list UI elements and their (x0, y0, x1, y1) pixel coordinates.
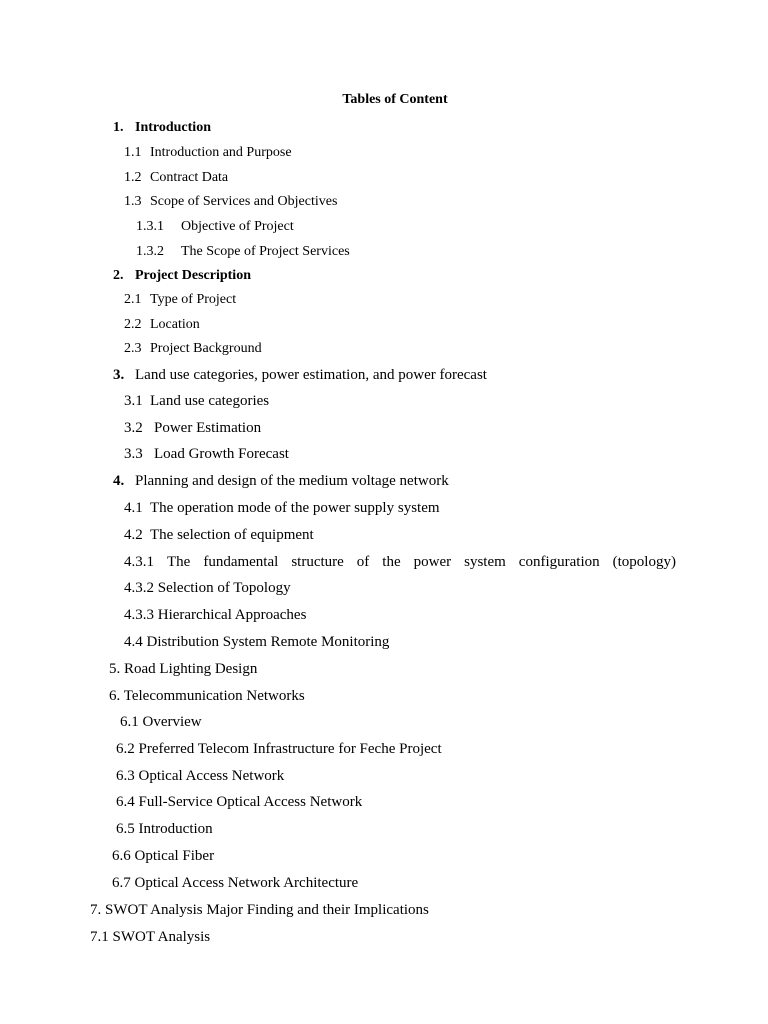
toc-number: 1.1 (124, 145, 142, 160)
toc-label: Load Growth Forecast (154, 446, 289, 462)
toc-word: fundamental (203, 554, 279, 570)
toc-entry-4-4[interactable]: 4.4 Distribution System Remote Monitoring (124, 634, 390, 650)
toc-entry-7[interactable]: 7. SWOT Analysis Major Finding and their Implications (90, 902, 429, 918)
toc-entry-2-2[interactable] (124, 318, 200, 332)
toc-label: Type of Project (150, 292, 237, 307)
toc-entry-3-1[interactable] (124, 394, 269, 409)
toc-number: 3. (113, 367, 125, 383)
toc-entry-2-3[interactable] (124, 342, 262, 356)
toc-entry-6-1[interactable]: 6.1 Overview (120, 714, 202, 730)
toc-number: 4.3.1 (124, 554, 154, 570)
toc-entry-6-4[interactable]: 6.4 Full-Service Optical Access Network (116, 794, 363, 810)
toc-number: 3.2 (124, 420, 143, 436)
toc-label: Introduction (135, 120, 211, 135)
page-title: Tables of Content (342, 92, 448, 107)
toc-number: 2. (113, 268, 124, 283)
toc-entry-6-7[interactable]: 6.7 Optical Access Network Architecture (112, 875, 359, 891)
toc-entry-5[interactable]: 5. Road Lighting Design (109, 661, 258, 677)
toc-label: Land use categories, power estimation, and power forecast (135, 367, 487, 383)
toc-label: Location (150, 317, 200, 332)
toc-word: The (167, 554, 191, 570)
toc-entry-7-1[interactable]: 7.1 SWOT Analysis (90, 929, 211, 945)
toc-label: Planning and design of the medium voltage network (135, 473, 449, 489)
toc-entry-6-5[interactable]: 6.5 Introduction (116, 821, 213, 837)
toc-number: 1.3.1 (136, 219, 164, 234)
toc-number: 1.3 (124, 194, 142, 209)
toc-entry-6-3[interactable]: 6.3 Optical Access Network (116, 768, 285, 784)
toc-entry-1-3-2[interactable] (136, 245, 350, 259)
toc-label: Contract Data (150, 170, 229, 185)
toc-word: structure (291, 554, 344, 570)
toc-label: Project Description (135, 268, 251, 283)
toc-number: 3.3 (124, 446, 143, 462)
toc-word: configuration (518, 554, 600, 570)
toc-label: Objective of Project (181, 219, 294, 234)
toc-entry-1-3[interactable] (124, 195, 337, 209)
toc-label: The Scope of Project Services (181, 244, 350, 259)
toc-entry-4-1[interactable] (124, 501, 440, 516)
toc-label: Land use categories (150, 393, 270, 409)
toc-word: power (413, 554, 452, 570)
toc-label: Scope of Services and Objectives (150, 194, 338, 209)
toc-entry-6[interactable]: 6. Telecommunication Networks (109, 688, 305, 704)
toc-number: 2.3 (124, 341, 142, 356)
toc-number: 4. (113, 473, 125, 489)
toc-number: 1.2 (124, 170, 142, 185)
toc-word: (topology) (612, 554, 676, 570)
toc-entry-1-1[interactable] (124, 146, 292, 160)
toc-entry-2-1[interactable] (124, 293, 236, 307)
toc-entry-1-3-1[interactable] (136, 220, 294, 234)
toc-number: 2.1 (124, 292, 142, 307)
toc-entry-3-3[interactable] (124, 447, 289, 462)
toc-number: 4.2 (124, 527, 143, 543)
toc-word: the (382, 554, 401, 570)
toc-label: The selection of equipment (150, 527, 314, 543)
toc-entry-1[interactable] (113, 121, 211, 135)
toc-number: 1.3.2 (136, 244, 164, 259)
toc-number: 4.1 (124, 500, 143, 516)
toc-entry-6-6[interactable]: 6.6 Optical Fiber (112, 848, 215, 864)
toc-word: of (356, 554, 370, 570)
toc-entry-4-3-2[interactable]: 4.3.2 Selection of Topology (124, 580, 291, 596)
toc-label: The operation mode of the power supply system (150, 500, 440, 516)
toc-entry-2[interactable] (113, 269, 251, 283)
toc-label: Project Background (150, 341, 262, 356)
toc-number: 1. (113, 120, 124, 135)
toc-entry-3-2[interactable] (124, 421, 261, 436)
toc-entry-4-3-3[interactable]: 4.3.3 Hierarchical Approaches (124, 607, 307, 623)
toc-entry-4[interactable] (113, 474, 449, 489)
toc-label: Introduction and Purpose (150, 145, 292, 160)
toc-entry-1-2[interactable] (124, 171, 228, 185)
toc-label: Power Estimation (154, 420, 262, 436)
toc-entry-4-3-1[interactable] (124, 555, 676, 570)
toc-number: 3.1 (124, 393, 143, 409)
toc-number: 2.2 (124, 317, 142, 332)
toc-entry-6-2[interactable]: 6.2 Preferred Telecom Infrastructure for Feche Project (116, 741, 442, 757)
toc-word: system (464, 554, 506, 570)
toc-entry-4-2[interactable] (124, 528, 314, 543)
toc-entry-3[interactable] (113, 368, 487, 383)
